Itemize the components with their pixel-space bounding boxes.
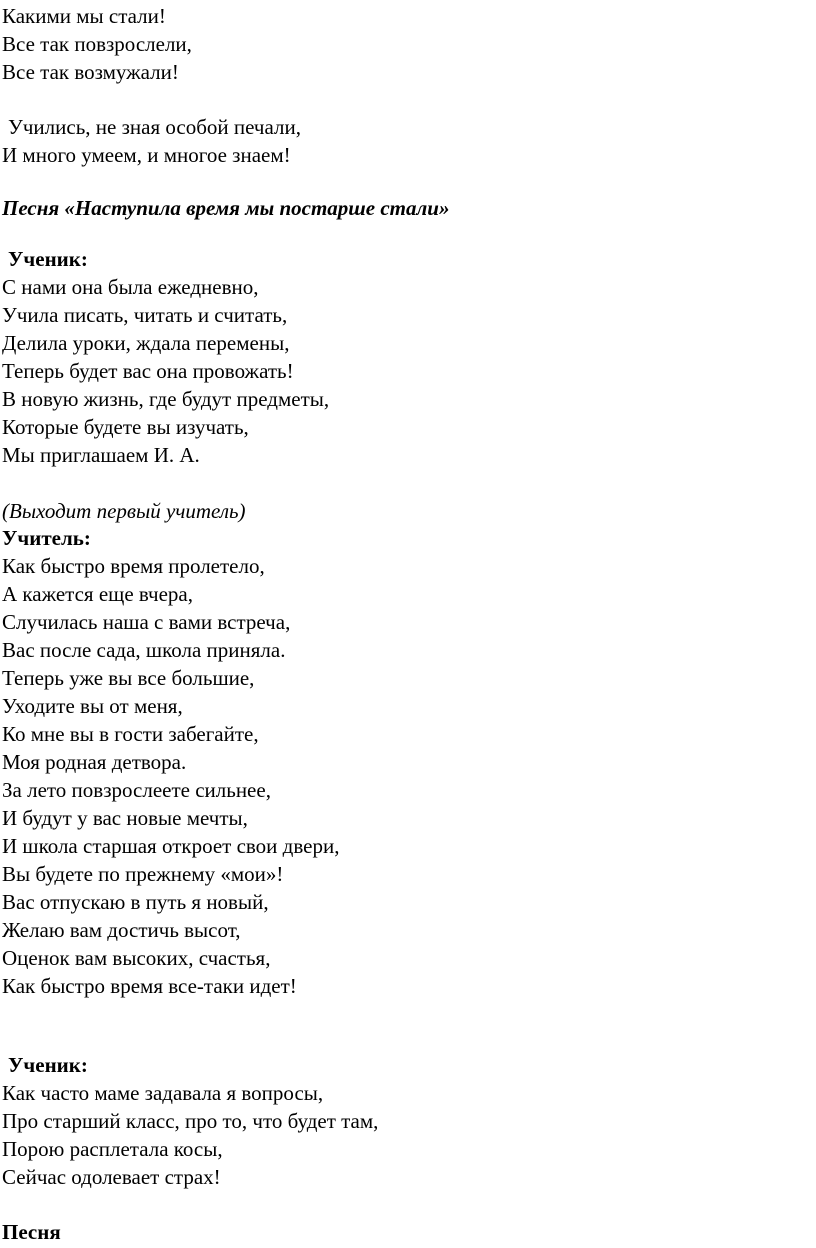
verse-line: С нами она была ежедневно, (2, 275, 259, 299)
verse-line: Как часто маме задавала я вопросы, (2, 1081, 324, 1105)
verse-line: Которые будете вы изучать, (2, 415, 249, 439)
verse-line: Какими мы стали! (2, 4, 166, 28)
stage-direction: (Выходит первый учитель) (2, 499, 246, 523)
verse-line: Как быстро время пролетело, (2, 554, 265, 578)
verse-line: И будут у вас новые мечты, (2, 806, 248, 830)
verse-line: Все так повзрослели, (2, 32, 192, 56)
verse-line: Про старший класс, про то, что будет там, (2, 1109, 379, 1133)
verse-line: Как быстро время все-таки идет! (2, 974, 297, 998)
verse-line: Ко мне вы в гости забегайте, (2, 722, 259, 746)
verse-line: Вас отпускаю в путь я новый, (2, 890, 269, 914)
verse-line: Делила уроки, ждала перемены, (2, 331, 290, 355)
verse-line: Вы будете по прежнему «мои»! (2, 862, 284, 886)
verse-line: Вас после сада, школа приняла. (2, 638, 286, 662)
verse-line: Теперь будет вас она провожать! (2, 359, 294, 383)
verse-line: И много умеем, и многое знаем! (2, 143, 291, 167)
speaker-label: Ученик: (8, 1053, 88, 1077)
verse-line: Учила писать, читать и считать, (2, 303, 288, 327)
verse-line: Мы приглашаем И. А. (2, 443, 200, 467)
verse-line: Теперь уже вы все большие, (2, 666, 255, 690)
verse-line: Учились, не зная особой печали, (8, 115, 301, 139)
verse-line: В новую жизнь, где будут предметы, (2, 387, 330, 411)
verse-line: Желаю вам достичь высот, (2, 918, 241, 942)
verse-line: Моя родная детвора. (2, 750, 187, 774)
song-title: Песня «Наступила время мы постарше стали» (2, 196, 450, 220)
verse-line: И школа старшая откроет свои двери, (2, 834, 340, 858)
verse-line: Случилась наша с вами встреча, (2, 610, 291, 634)
verse-line: Все так возмужали! (2, 60, 179, 84)
verse-line: Сейчас одолевает страх! (2, 1165, 221, 1189)
verse-line: За лето повзрослеете сильнее, (2, 778, 271, 802)
song-title: Песня (2, 1220, 61, 1244)
verse-line: Оценок вам высоких, счастья, (2, 946, 271, 970)
speaker-label: Учитель: (2, 526, 91, 550)
verse-line: Уходите вы от меня, (2, 694, 183, 718)
speaker-label: Ученик: (8, 247, 88, 271)
verse-line: Порою расплетала косы, (2, 1137, 223, 1161)
verse-line: А кажется еще вчера, (2, 582, 193, 606)
